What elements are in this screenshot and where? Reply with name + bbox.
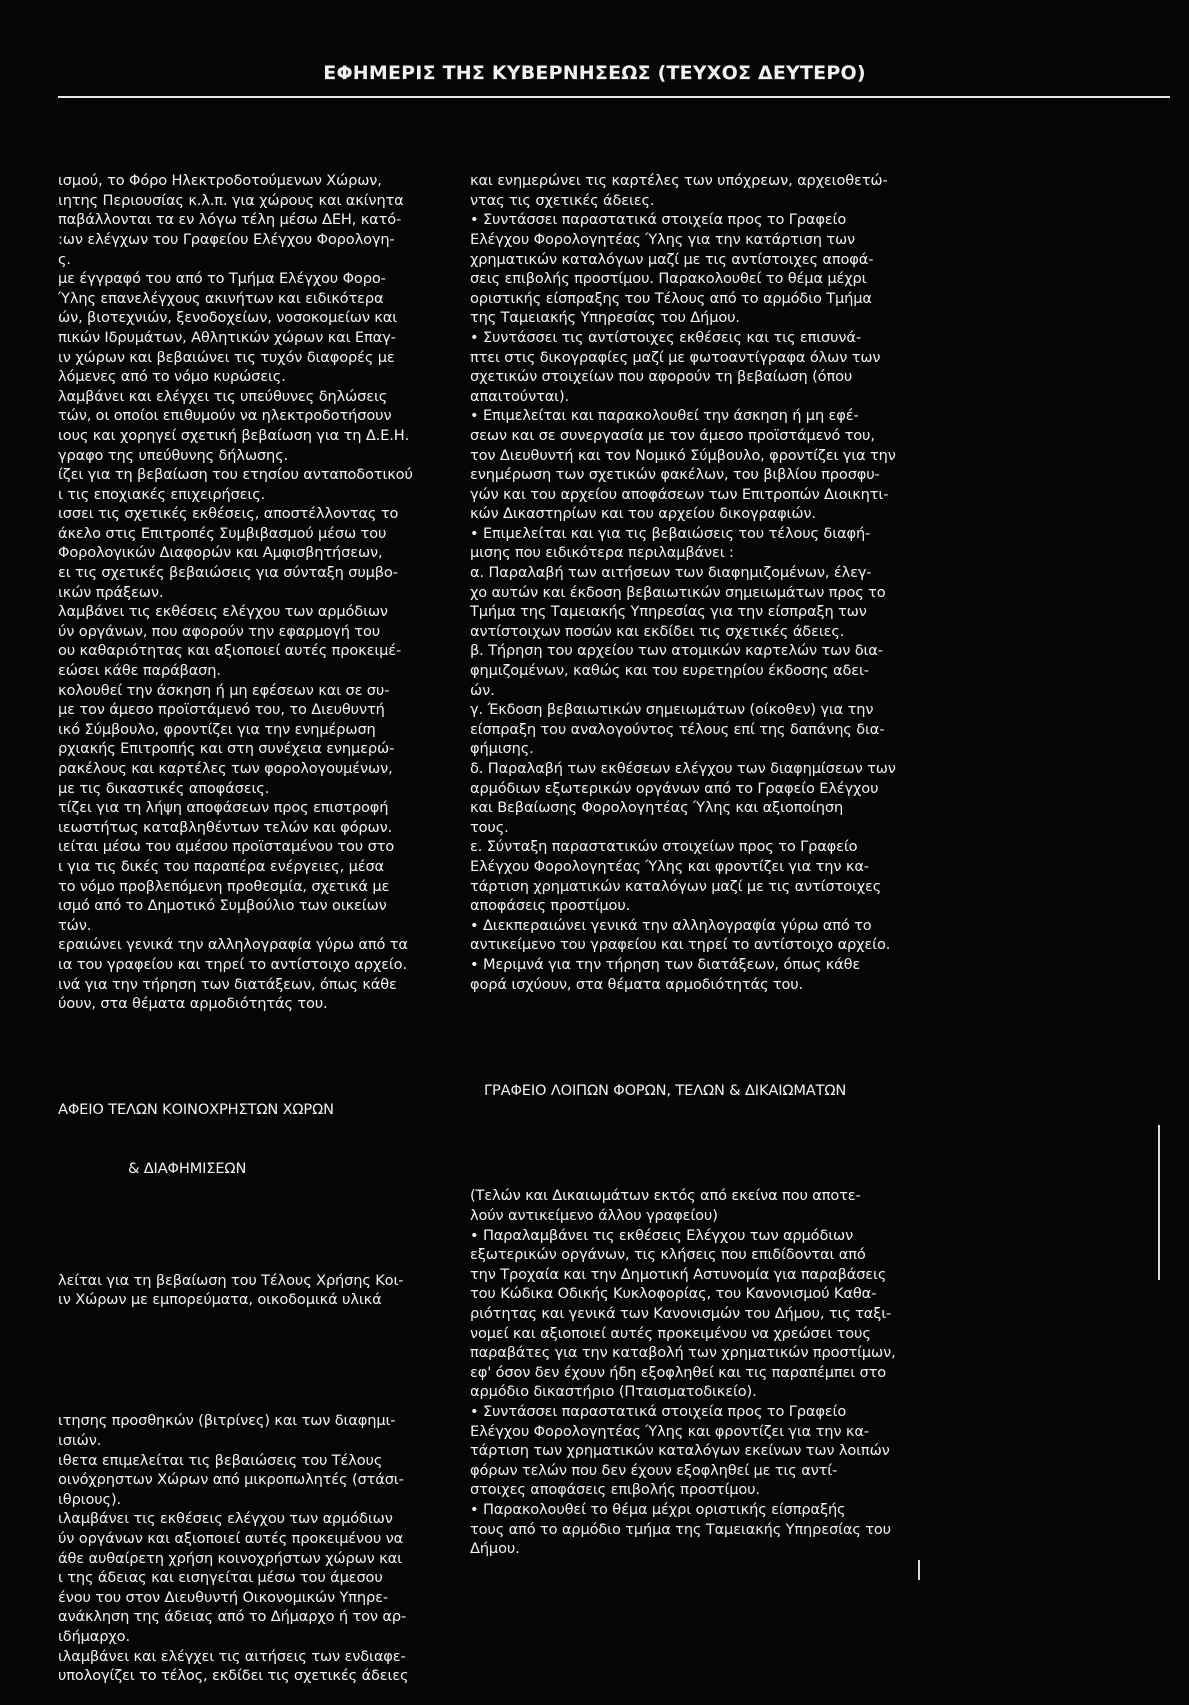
text-line: ών. <box>470 681 495 699</box>
text-line: ύν οργάνων, που αφορούν την εφαρμογή του <box>58 622 381 640</box>
text-line: απαιτούνται). <box>470 387 570 405</box>
text-line: ιτησης προσθηκών (βιτρίνες) και των διαφημι- <box>58 1412 396 1430</box>
text-line: αποφάσεις προστίμου. <box>470 897 631 915</box>
text-line: ιθετα επιμελείται τις βεβαιώσεις του Τέλους <box>58 1451 383 1469</box>
text-line: αρμόδιων εξωτερικών οργάνων από το Γραφείο Ελέγχου <box>470 779 879 797</box>
scan-artifact <box>918 1560 920 1580</box>
text-line: γραφο της υπεύθυνης δήλωσης. <box>58 446 289 464</box>
text-line: • Επιμελείται και παρακολουθεί την άσκηση ή μη εφέ- <box>470 407 859 425</box>
text-line: παβάλλονται τα εν λόγω τέλη μέσω ΔΕΗ, κατό- <box>58 211 402 229</box>
text-line: ια του γραφείου και τηρεί το αντίστοιχο αρχείο. <box>58 955 407 973</box>
text-line: Ελέγχου Φορολογητέας Ύλης και φροντίζει για την κα- <box>470 857 869 875</box>
text-line: λούν αντικείμενο άλλου γραφείου) <box>470 1207 718 1225</box>
text-line: (Τελών και Δικαιωμάτων εκτός από εκείνα που αποτε- <box>470 1187 861 1205</box>
text-line: ιδήμαρχο. <box>58 1627 130 1645</box>
text-line: με τον άμεσο προϊστάμενό του, το Διευθυντή <box>58 701 385 719</box>
text-line: ίζει για τη βεβαίωση του ετησίου ανταποδοτικού <box>58 466 413 484</box>
text-line: υπολογίζει το τέλος, εκδίδει τις σχετικές άδειες <box>58 1667 409 1685</box>
text-line: με τις δικαστικές αποφάσεις. <box>58 779 270 797</box>
text-line: του Κώδικα Οδικής Κυκλοφορίας, του Κανονισμού Καθα- <box>470 1285 877 1303</box>
text-line: Φορολογικών Διαφορών και Αμφισβητήσεων, <box>58 544 383 562</box>
section-title-line-1: ΑΦΕΙΟ ΤΕΛΩΝ ΚΟΙΝΟΧΡΗΣΤΩΝ ΧΩΡΩΝ <box>58 1101 334 1119</box>
text-line: ικό Σύμβουλο, φροντίζει για την ενημέρωση <box>58 720 376 738</box>
text-line: με έγγραφό του από το Τμήμα Ελέγχου Φορο- <box>58 270 386 288</box>
text-line: και ενημερώνει τις καρτέλες των υπόχρεων, αρχειοθετώ- <box>470 172 888 190</box>
text-line: ιλαμβάνει τις εκθέσεις ελέγχου των αρμόδιων <box>58 1510 393 1528</box>
text-line: ένου του στον Διευθυντή Οικονομικών Υπηρε- <box>58 1588 388 1606</box>
text-line: παραβάτες για την καταβολή των χρηματικών προστίμων, <box>470 1344 896 1362</box>
right-section-title: ΓΡΑΦΕΙΟ ΛΟΙΠΩΝ ΦΟΡΩΝ, ΤΕΛΩΝ & ΔΙΚΑΙΩΜΑΤΩΝ <box>484 1081 847 1099</box>
text-line: οινόχρηστων Χώρων από μικροπωλητές (στάσι- <box>58 1471 404 1489</box>
margin-mark <box>1158 1125 1160 1280</box>
text-line: Ελέγχου Φορολογητέας Ύλης και φροντίζει για την κα- <box>470 1422 869 1440</box>
text-line: τών, οι οποίοι επιθυμούν να ηλεκτροδοτήσουν <box>58 407 392 425</box>
text-line: χο αυτών και έκδοση βεβαιωτικών σημειωμάτων προς το <box>470 583 886 601</box>
text-line: φορά ισχύουν, στα θέματα αρμοδιότητάς του. <box>470 975 804 993</box>
text-line: τάρτιση χρηματικών καταλόγων μαζί με τις αντίστοιχες <box>470 877 882 895</box>
text-line: στοιχες αποφάσεις επιβολής προστίμου. <box>470 1481 760 1499</box>
text-line: ριότητας και γενικά των Κανονισμών του Δήμου, τις ταξι- <box>470 1305 892 1323</box>
text-line: ισμού, το Φόρο Ηλεκτροδοτούμενων Χώρων, <box>58 172 382 190</box>
text-line: ς. <box>58 250 71 268</box>
text-line: ιους και χορηγεί σχετική βεβαίωση για τη Δ.Ε.Η. <box>58 426 410 444</box>
text-line: εξωτερικών οργάνων, τις κλήσεις που επιδίδονται από <box>470 1246 866 1264</box>
text-line: Ύλης επανελέγχους ακινήτων και ειδικότερα <box>58 289 384 307</box>
text-line: κολουθεί την άσκηση ή μη εφέσεων και σε συ- <box>58 681 390 699</box>
text-line: • Συντάσσει τις αντίστοιχες εκθέσεις και τις επισυνά- <box>470 328 861 346</box>
text-line: λόμενες από το νόμο κυρώσεις. <box>58 368 286 386</box>
text-line: εώσει κάθε παράβαση. <box>58 662 221 680</box>
text-line: ιεωστήτως καταβληθέντων τελών και φόρων. <box>58 818 393 836</box>
text-line: ισσει τις σχετικές εκθέσεις, αποστέλλοντας το <box>58 505 399 523</box>
text-line: ισμό από το Δημοτικό Συμβούλιο των οικείων <box>58 897 387 915</box>
text-line: • Επιμελείται και για τις βεβαιώσεις του τέλους διαφή- <box>470 524 871 542</box>
text-line: φόρων τελών που δεν έχουν εξοφληθεί με τις αντί- <box>470 1461 838 1479</box>
text-line: Δήμου. <box>470 1540 520 1558</box>
left-lines-b <box>58 1271 438 1310</box>
text-line: ύουν, στα θέματα αρμοδιότητάς του. <box>58 995 328 1013</box>
text-line: σεων και σε συνεργασία με τον άμεσο προϊστάμενό του, <box>470 426 875 444</box>
text-line: ιείται μέσω του αμέσου προϊσταμένου του στο <box>58 838 395 856</box>
text-line: φημιζομένων, καθώς και του ευρετηρίου έκδοσης αδει- <box>470 662 869 680</box>
text-line: τίζει για τη λήψη αποφάσεων προς επιστροφή <box>58 799 389 817</box>
text-line: • Παρακολουθεί το θέμα μέχρι οριστικής είσπραξής <box>470 1500 846 1518</box>
text-line: ινά για την τήρηση των διατάξεων, όπως κάθε <box>58 975 397 993</box>
text-line: Ελέγχου Φορολογητέας Ύλης για την κατάρτιση των <box>470 230 856 248</box>
text-line: ιν χώρων και βεβαιώνει τις τυχόν διαφορές με <box>58 348 395 366</box>
text-line: ι για τις δικές του παραπέρα ενέργειες, μέσα <box>58 857 385 875</box>
text-line: άθε αυθαίρετη χρήση κοινοχρήστων χώρων και <box>58 1549 402 1567</box>
text-line: ανάκληση της άδειας από το Δήμαρχο ή τον αρ- <box>58 1608 407 1626</box>
text-line: είσπραξη του αναλογούντος τέλους επί της δαπάνης δια- <box>470 720 885 738</box>
header-rule <box>58 96 1170 98</box>
left-column <box>58 132 438 1705</box>
text-line: τάρτιση των χρηματικών καταλόγων εκείνων των λοιπών <box>470 1442 890 1460</box>
text-line: :ων ελέγχων του Γραφείου Ελέγχου Φορολογη- <box>58 230 395 248</box>
text-line: ε. Σύνταξη παραστατικών στοιχείων προς το Γραφείο <box>470 838 858 856</box>
text-line: ρχιακής Επιτροπής και στη συνέχεια ενημερώ- <box>58 740 395 758</box>
text-line: • Συντάσσει παραστατικά στοιχεία προς το Γραφείο <box>470 211 847 229</box>
text-line: • Διεκπεραιώνει γενικά την αλληλογραφία γύρω από το <box>470 916 872 934</box>
text-line: ι τις εποχιακές επιχειρήσεις. <box>58 485 266 503</box>
text-line: χρηματικών καταλόγων μαζί με τις αντίστοιχες αποφά- <box>470 250 874 268</box>
text-line: ιητης Περιουσίας κ.λ.π. για χώρους και ακίνητα <box>58 191 404 209</box>
left-lines-c <box>58 1411 438 1685</box>
text-line: ιλαμβάνει και ελέγχει τις αιτήσεις των ενδιαφε- <box>58 1647 406 1665</box>
text-line: β. Τήρηση του αρχείου των ατομικών καρτελών των δια- <box>470 642 883 660</box>
right-column <box>470 132 990 1578</box>
text-line: μισης που ειδικότερα περιλαμβάνει : <box>470 544 734 562</box>
text-line: εραιώνει γενικά την αλληλογραφία γύρω από τα <box>58 936 408 954</box>
text-line: ου καθαριότητας και αξιοποιεί αυτές προκειμέ- <box>58 642 402 660</box>
right-lines-a <box>470 171 990 994</box>
right-lines-b <box>470 1186 990 1558</box>
text-line: ιν Χώρων με εμπορεύματα, οικοδομικά υλικά <box>58 1291 382 1309</box>
text-line: και Βεβαίωσης Φορολογητέας Ύλης και αξιοποίηση <box>470 799 844 817</box>
text-line: λαμβάνει και ελέγχει τις υπεύθυνες δηλώσεις <box>58 387 388 405</box>
text-line: τους από το αρμόδιο τμήμα της Ταμειακής Υπηρεσίας του <box>470 1520 891 1538</box>
text-line: εφ' όσον δεν έχουν ήδη εξοφληθεί και τις παραπέμπει στο <box>470 1363 887 1381</box>
text-line: ών, βιοτεχνιών, ξενοδοχείων, νοσοκομείων και <box>58 309 398 327</box>
text-line: α. Παραλαβή των αιτήσεων των διαφημιζομένων, έλεγ- <box>470 564 872 582</box>
text-line: • Συντάσσει παραστατικά στοιχεία προς το Γραφείο <box>470 1403 847 1420</box>
text-line: ιθριους). <box>58 1490 121 1508</box>
text-line: ύν οργάνων και αξιοποιεί αυτές προκειμένου να <box>58 1529 404 1547</box>
text-line: αντίστοιχων ποσών και εκδίδει τις σχετικές άδειες. <box>470 622 845 640</box>
text-line: ρακέλους και καρτέλες των φορολογουμένων, <box>58 760 393 777</box>
text-line: οριστικής είσπραξης του Τέλους από το αρμόδιο Τμήμα <box>470 289 872 307</box>
text-line: τών. <box>58 916 92 934</box>
text-line: • Μεριμνά για την τήρηση των διατάξεων, όπως κάθε <box>470 955 861 973</box>
text-line: την Τροχαία και την Δημοτική Αστυνομία για παραβάσεις <box>470 1265 887 1283</box>
text-line: ισιών. <box>58 1432 102 1449</box>
text-line: νομεί και αξιοποιεί αυτές προκειμένου να χρεώσει τους <box>470 1324 871 1342</box>
text-line: ι της άδειας και εισηγείται μέσω του άμεσου <box>58 1569 383 1587</box>
text-line: Τμήμα της Ταμειακής Υπηρεσίας για την είσπραξη των <box>470 603 867 621</box>
text-line: • Παραλαμβάνει τις εκθέσεις Ελέγχου των αρμόδιων <box>470 1226 854 1244</box>
text-line: ντας τις σχετικές άδειες. <box>470 191 655 209</box>
text-line: γών και του αρχείου αποφάσεων των Επιτροπών Διοικητι- <box>470 485 889 503</box>
text-line: λαμβάνει τις εκθέσεις ελέγχου των αρμόδιων <box>58 603 388 621</box>
text-line: πικών Ιδρυμάτων, Αθλητικών χώρων και Επαγ- <box>58 328 396 346</box>
section-title-line-2: & ΔΙΑΦΗΜΙΣΕΩΝ <box>128 1159 247 1177</box>
text-line: τους. <box>470 818 509 836</box>
text-line: ενημέρωση των σχετικών φακέλων, του βιβλίου προσφυ- <box>470 466 880 484</box>
page-header-title: ΕΦΗΜΕΡΙΣ ΤΗΣ ΚΥΒΕΡΝΗΣΕΩΣ (ΤΕΥΧΟΣ ΔΕΥΤΕΡΟ) <box>323 62 866 84</box>
text-line: πτει στις δικογραφίες μαζί με φωτοαντίγραφα όλων των <box>470 348 881 366</box>
text-line: κών Δικαστηρίων και του αρχείου δικογραφιών. <box>470 505 816 523</box>
text-line: σχετικών στοιχείων που αφορούν τη βεβαίωση (όπου <box>470 368 853 386</box>
text-line: άκελο στις Επιτροπές Συμβιβασμού μέσω του <box>58 524 387 542</box>
text-line: ει τις σχετικές βεβαιώσεις για σύνταξη συμβο- <box>58 564 398 582</box>
text-line: λείται για τη βεβαίωση του Τέλους Χρήσης Κοι- <box>58 1271 404 1289</box>
text-line: της Ταμειακής Υπηρεσίας του Δήμου. <box>470 309 740 327</box>
text-line: αρμόδιο δικαστήριο (Πταισματοδικείο). <box>470 1383 757 1401</box>
left-lines-a <box>58 171 438 1014</box>
text-line: το νόμο προβλεπόμενη προθεσμία, σχετικά με <box>58 877 390 895</box>
text-line: αντικείμενο του γραφείου και τηρεί το αντίστοιχο αρχείο. <box>470 936 891 954</box>
text-line: τον Διευθυντή και τον Νομικό Σύμβουλο, φροντίζει για την <box>470 446 896 464</box>
text-line: ικών πράξεων. <box>58 583 164 601</box>
text-line: σεις επιβολής προστίμου. Παρακολουθεί το θέμα μέχρι <box>470 270 867 288</box>
text-line: γ. Έκδοση βεβαιωτικών σημειωμάτων (οίκοθεν) για την <box>470 701 874 719</box>
text-line: δ. Παραλαβή των εκθέσεων ελέγχου των διαφημίσεων των <box>470 760 896 777</box>
text-line: φήμισης. <box>470 740 534 758</box>
